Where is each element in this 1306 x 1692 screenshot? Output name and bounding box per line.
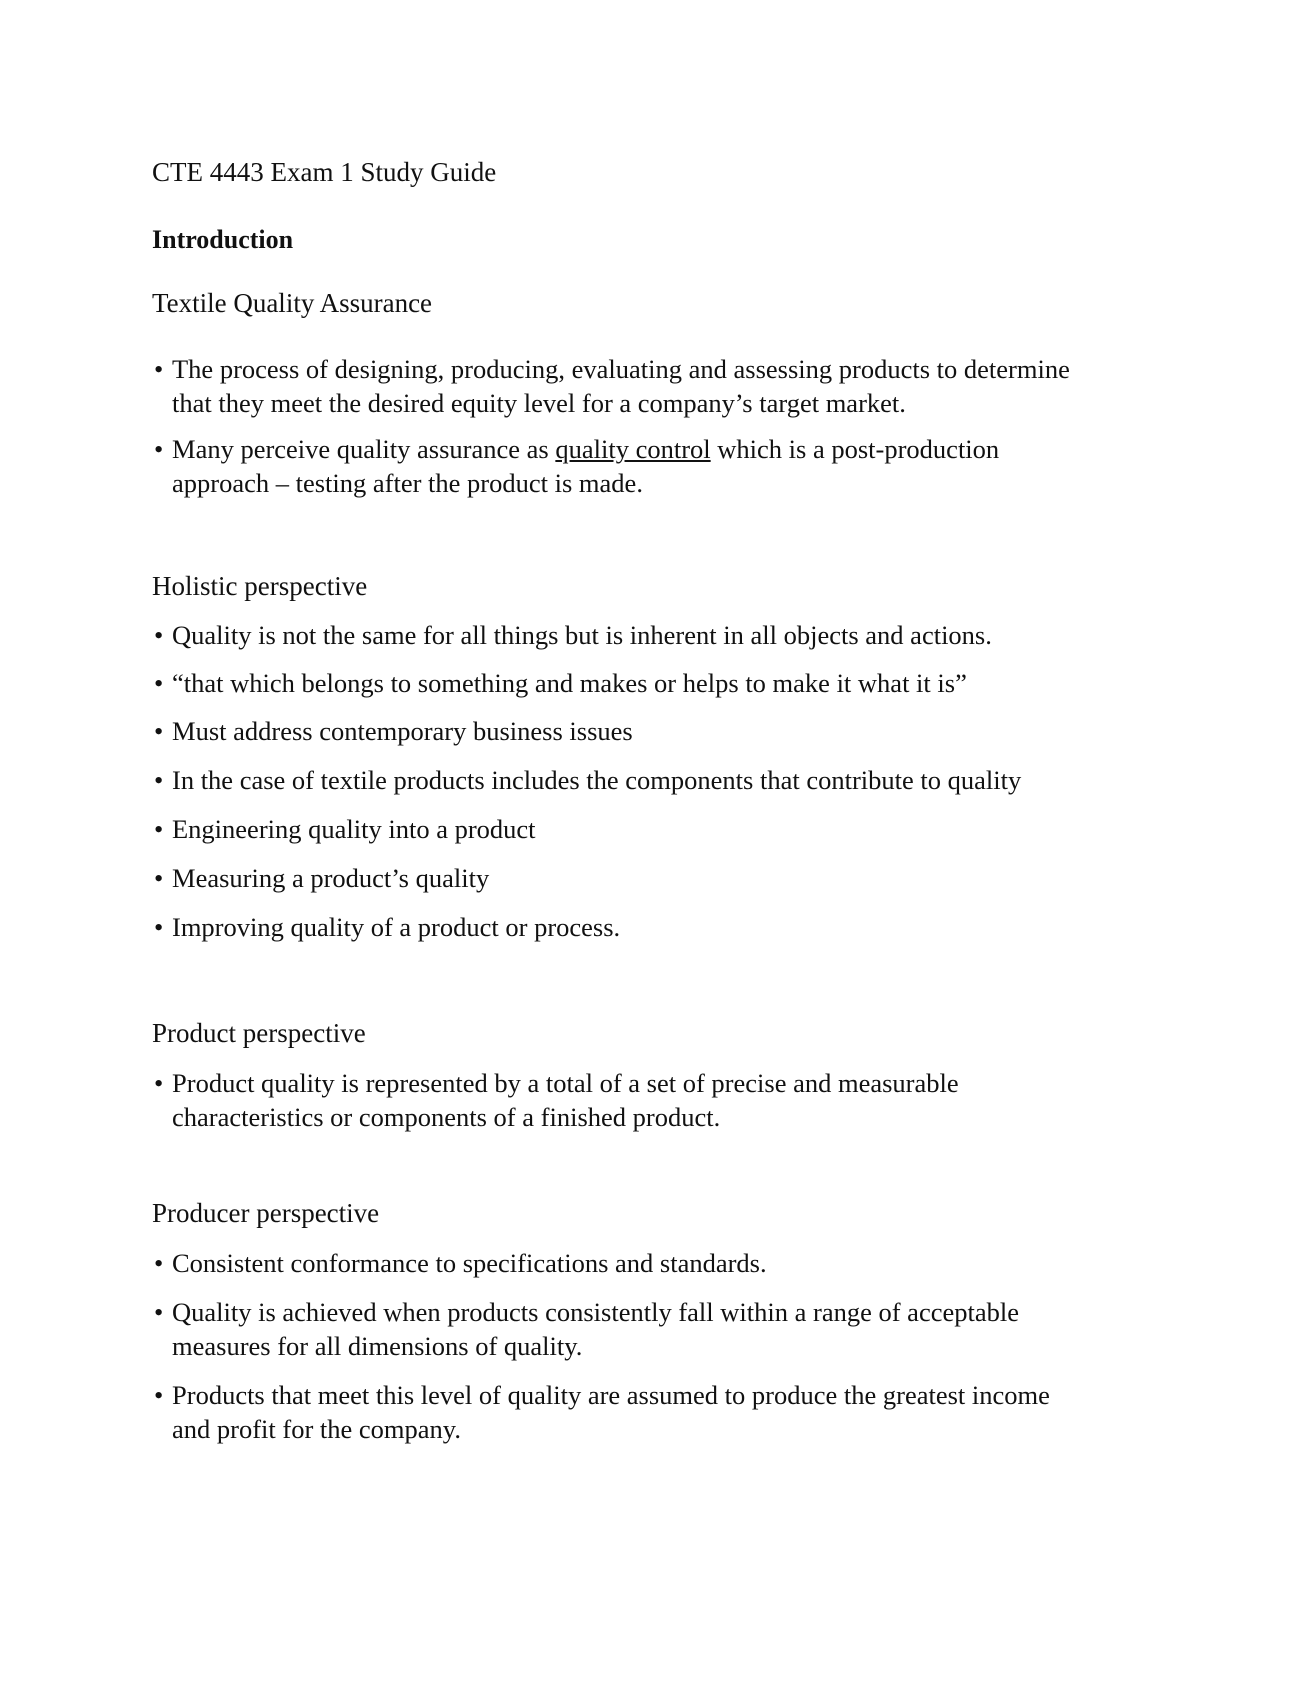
bullet-text-segment: which is a post-production	[710, 434, 1000, 464]
bullet-item-holistic	[154, 666, 1154, 700]
bullet-text-line: measures for all dimensions of quality.	[172, 1331, 583, 1361]
bullet-item-qa-definition	[154, 352, 1154, 420]
subheading-holistic-perspective: Holistic perspective	[152, 571, 368, 601]
bullet-text-line: and profit for the company.	[172, 1414, 461, 1444]
bullet-glyph: •	[154, 716, 164, 746]
bullet-item-product-quality	[154, 1066, 1154, 1134]
bullet-item-holistic	[154, 618, 1154, 652]
bullet-text-line: “that which belongs to something and makes or helps to make it what it is”	[172, 668, 967, 698]
bullet-item-quality-control	[154, 432, 1154, 500]
document-title: CTE 4443 Exam 1 Study Guide	[152, 157, 497, 187]
bullet-text-line: The process of designing, producing, evaluating and assessing products to determine	[172, 354, 1070, 384]
bullet-text-line: Quality is achieved when products consistently fall within a range of acceptable	[172, 1297, 1019, 1327]
bullet-text-line: In the case of textile products includes the components that contribute to quality	[172, 765, 1022, 795]
underlined-term-quality-control: quality control	[555, 434, 711, 464]
bullet-item-holistic	[154, 910, 1154, 944]
bullet-glyph: •	[154, 1248, 164, 1278]
bullet-item-producer	[154, 1378, 1154, 1446]
bullet-text-line: Engineering quality into a product	[172, 814, 536, 844]
bullet-item-producer	[154, 1295, 1154, 1363]
bullet-text-segment: Many perceive quality assurance as	[172, 434, 556, 464]
bullet-item-holistic	[154, 861, 1154, 895]
bullet-glyph: •	[154, 354, 164, 384]
bullet-item-holistic	[154, 812, 1154, 846]
bullet-text-line: Quality is not the same for all things but is inherent in all objects and actions.	[172, 620, 992, 650]
subheading-producer-perspective: Producer perspective	[152, 1198, 380, 1228]
bullet-glyph: •	[154, 1068, 164, 1098]
bullet-glyph: •	[154, 765, 164, 795]
bullet-glyph: •	[154, 912, 164, 942]
bullet-glyph: •	[154, 620, 164, 650]
bullet-text-line: Must address contemporary business issues	[172, 716, 633, 746]
bullet-text-line: Improving quality of a product or process.	[172, 912, 621, 942]
bullet-text-line: Consistent conformance to specifications and standards.	[172, 1248, 767, 1278]
subheading-product-perspective: Product perspective	[152, 1018, 366, 1048]
bullet-text-line: that they meet the desired equity level for a company’s target market.	[172, 388, 906, 418]
bullet-item-producer	[154, 1246, 1154, 1280]
subheading-textile-quality-assurance: Textile Quality Assurance	[152, 288, 433, 318]
bullet-text-line: Measuring a product’s quality	[172, 863, 490, 893]
bullet-glyph: •	[154, 668, 164, 698]
bullet-glyph: •	[154, 1380, 164, 1410]
section-heading-introduction: Introduction	[152, 225, 294, 254]
bullet-text-line: Product quality is represented by a total of a set of precise and measurable	[172, 1068, 959, 1098]
bullet-glyph: •	[154, 434, 164, 464]
bullet-text-line: approach – testing after the product is made.	[172, 468, 643, 498]
bullet-text-line	[172, 432, 1154, 466]
bullet-glyph: •	[154, 814, 164, 844]
bullet-item-holistic	[154, 763, 1154, 797]
bullet-glyph: •	[154, 863, 164, 893]
bullet-item-holistic	[154, 714, 1154, 748]
bullet-glyph: •	[154, 1297, 164, 1327]
bullet-text-line: characteristics or components of a finished product.	[172, 1102, 721, 1132]
bullet-text-line: Products that meet this level of quality are assumed to produce the greatest income	[172, 1380, 1050, 1410]
